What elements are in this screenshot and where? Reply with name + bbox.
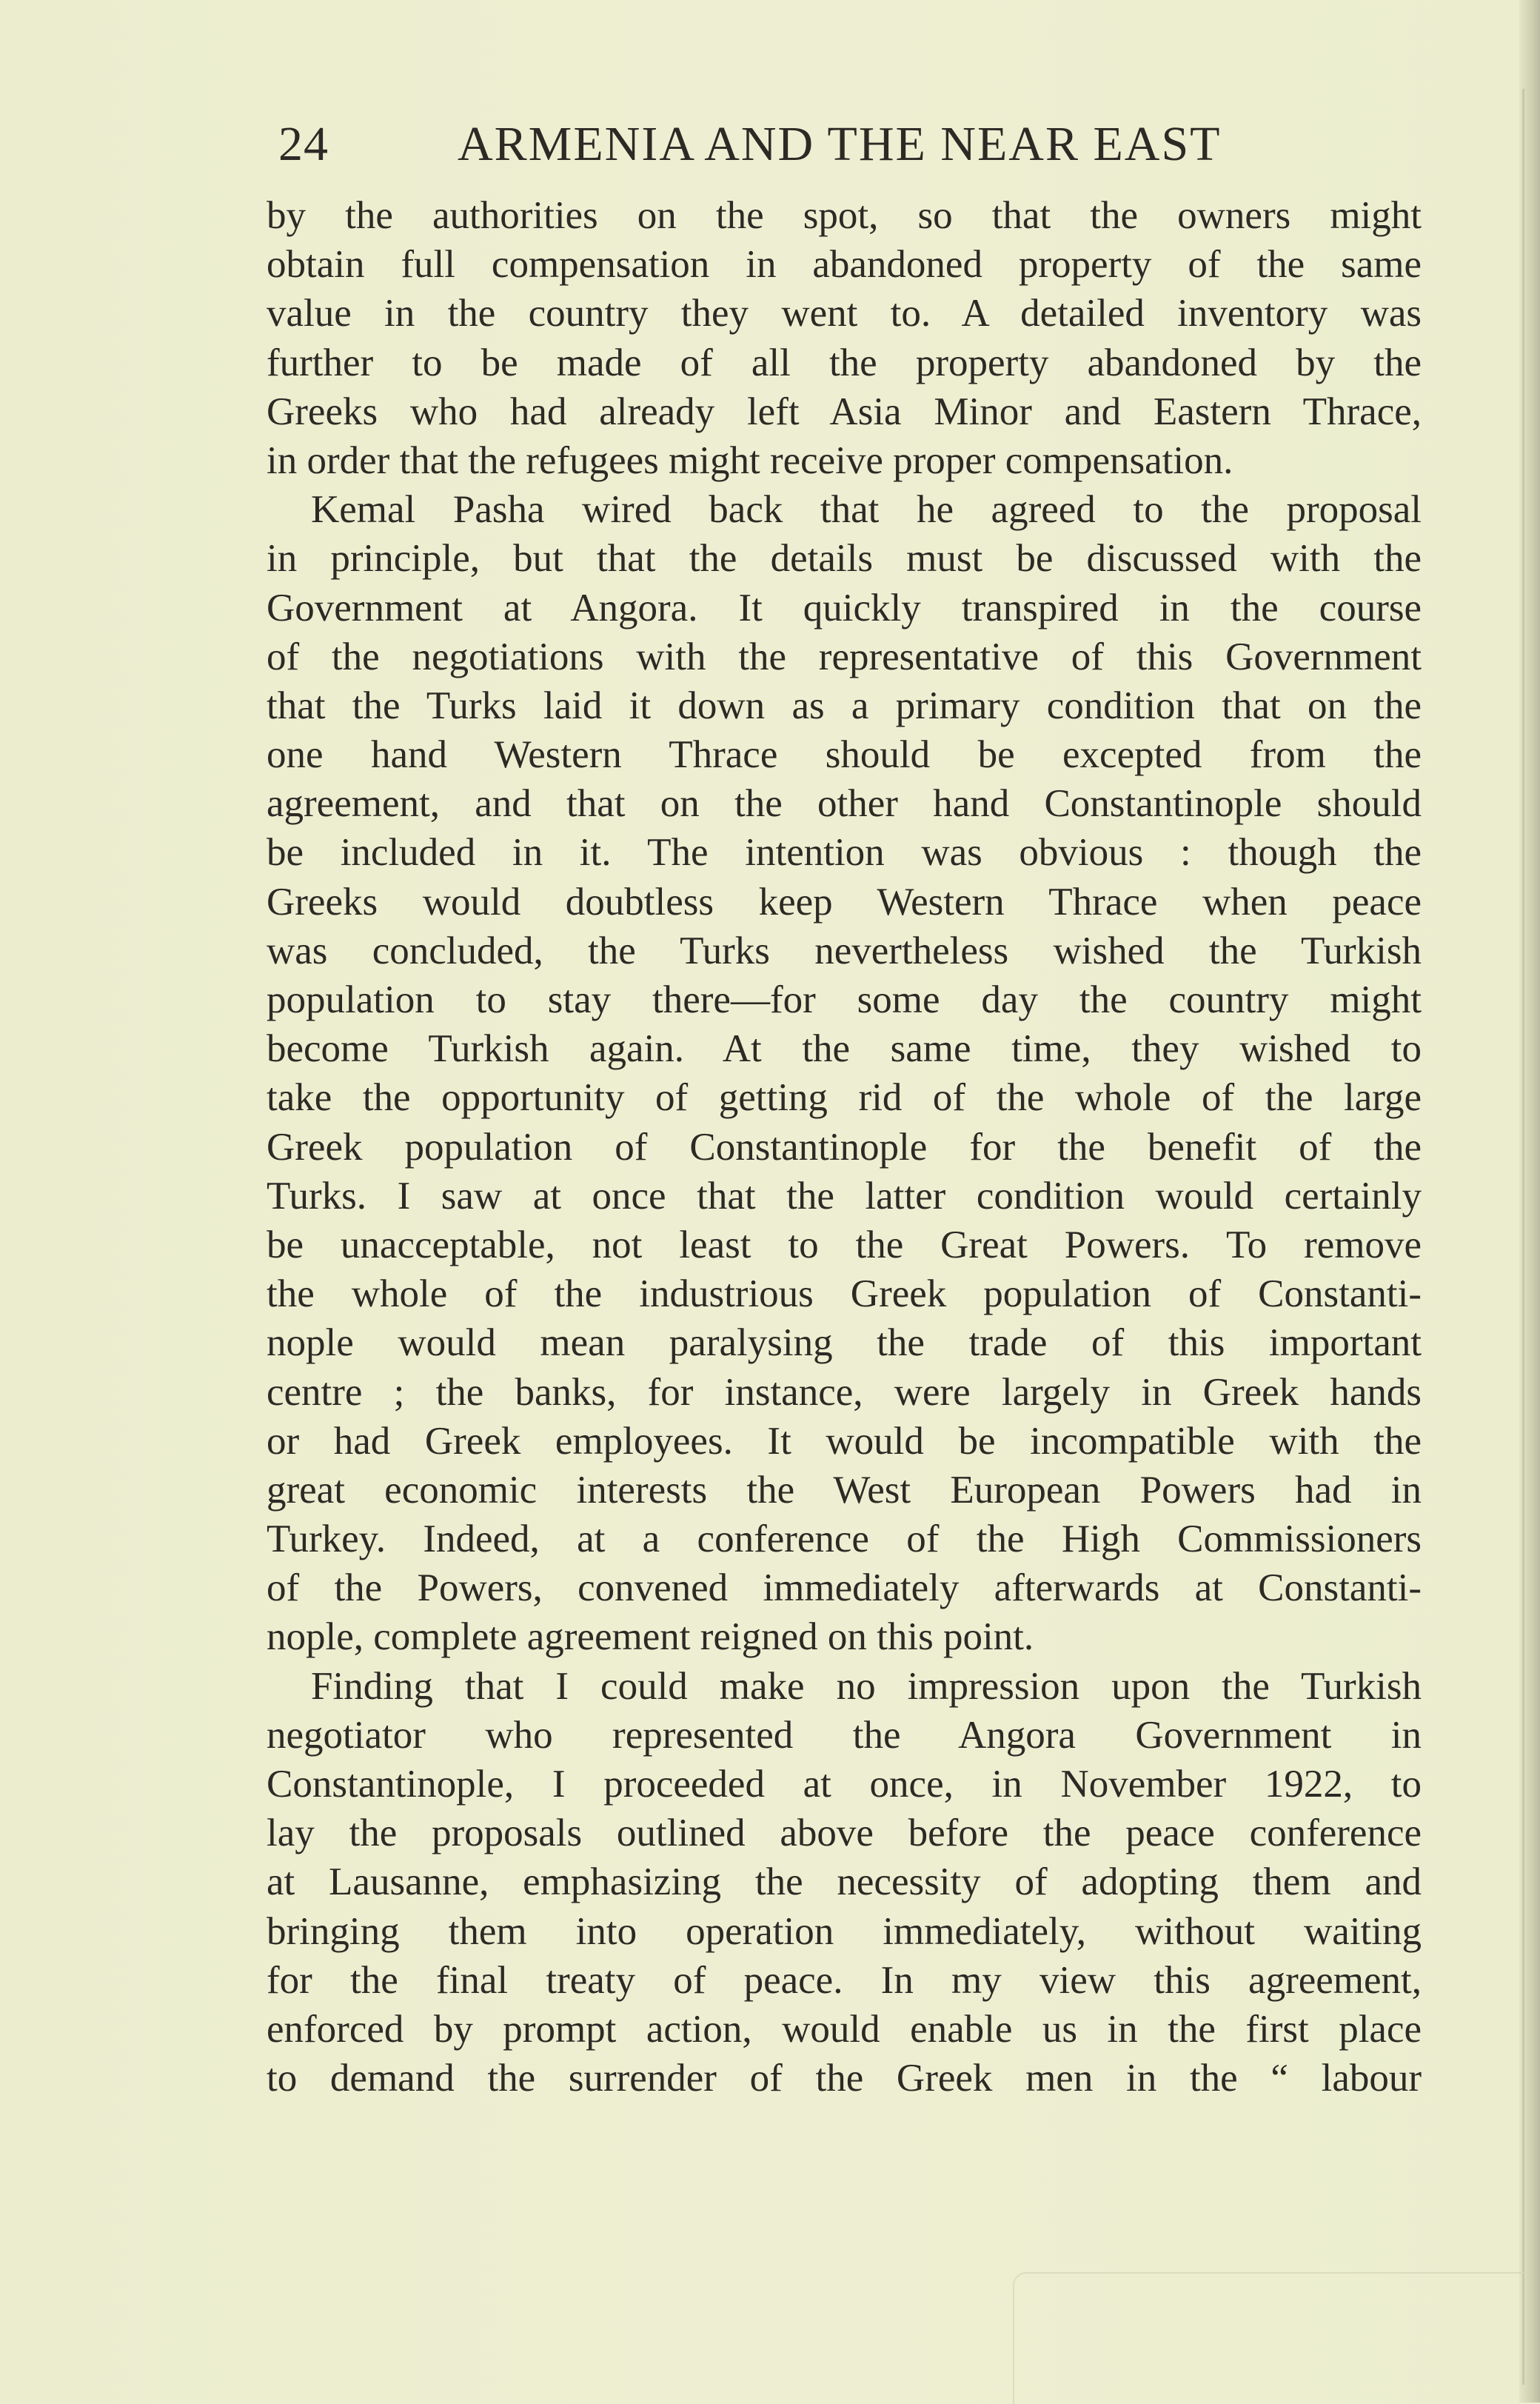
- text-line: take the opportunity of getting rid of the whole of the large: [267, 1076, 1422, 1120]
- text-line: great economic interests the West European Powers had in: [267, 1468, 1422, 1512]
- text-line: to demand the surrender of the Greek men in the “ labour: [267, 2057, 1422, 2100]
- text-line: Kemal Pasha wired back that he agreed to the proposal: [311, 488, 1422, 532]
- text-line: be included in it. The intention was obvious : though the: [267, 831, 1422, 875]
- text-line: in principle, but that the details must be discussed with the: [267, 537, 1422, 581]
- text-line: was concluded, the Turks nevertheless wished the Turkish: [267, 929, 1422, 972]
- text-line: Government at Angora. It quickly transpired in the course: [267, 586, 1422, 630]
- text-line: lay the proposals outlined above before the peace conference: [267, 1812, 1422, 1855]
- text-line: Constantinople, I proceeded at once, in November 1922, to: [267, 1763, 1422, 1806]
- page-number: 24: [278, 117, 329, 171]
- text-line: Greeks would doubtless keep Western Thrace when peace: [267, 880, 1422, 924]
- text-line: for the final treaty of peace. In my view this agreement,: [267, 1958, 1422, 2002]
- text-line: centre ; the banks, for instance, were largely in Greek hands: [267, 1370, 1422, 1414]
- text-line: Greeks who had already left Asia Minor and Eastern Thrace,: [267, 390, 1422, 433]
- page-edge-line: [1522, 89, 1524, 2385]
- text-line: agreement, and that on the other hand Constantinople should: [267, 782, 1422, 826]
- text-line: Greek population of Constantinople for the benefit of the: [267, 1125, 1422, 1169]
- text-line: bringing them into operation immediately, without waiting: [267, 1909, 1422, 1953]
- text-line: obtain full compensation in abandoned property of the same: [267, 243, 1422, 287]
- body-text: [267, 191, 1422, 2103]
- text-line: negotiator who represented the Angora Government in: [267, 1713, 1422, 1757]
- text-line: or had Greek employees. It would be incompatible with the: [267, 1419, 1422, 1463]
- text-line: nople, complete agreement reigned on this point.: [267, 1615, 1034, 1659]
- page-corner-mark: [1013, 2272, 1525, 2404]
- text-line: the whole of the industrious Greek population of Constanti-: [267, 1272, 1422, 1316]
- text-line: be unacceptable, not least to the Great Powers. To remove: [267, 1223, 1422, 1266]
- text-line: become Turkish again. At the same time, they wished to: [267, 1027, 1422, 1071]
- page-header: [278, 111, 1285, 178]
- text-line: enforced by prompt action, would enable us in the first place: [267, 2007, 1422, 2051]
- text-line: at Lausanne, emphasizing the necessity of adopting them and: [267, 1860, 1422, 1904]
- text-line: by the authorities on the spot, so that the owners might: [267, 194, 1422, 237]
- text-line: value in the country they went to. A detailed inventory was: [267, 292, 1422, 335]
- running-head: ARMENIA AND THE NEAR EAST: [458, 117, 1222, 171]
- text-line: Turkey. Indeed, at a conference of the High Commissioners: [267, 1517, 1422, 1561]
- text-line: further to be made of all the property abandoned by the: [267, 341, 1422, 384]
- text-line: of the negotiations with the representative of this Government: [267, 635, 1422, 678]
- text-line: Finding that I could make no impression upon the Turkish: [311, 1664, 1422, 1708]
- text-line: of the Powers, convened immediately afterwards at Constanti-: [267, 1566, 1422, 1610]
- text-line: in order that the refugees might receive proper compensation.: [267, 438, 1233, 482]
- text-line: that the Turks laid it down as a primary condition that on the: [267, 684, 1422, 727]
- text-line: one hand Western Thrace should be excepted from the: [267, 733, 1422, 777]
- text-line: nople would mean paralysing the trade of this important: [267, 1321, 1422, 1365]
- text-line: Turks. I saw at once that the latter condition would certainly: [267, 1174, 1422, 1218]
- text-line: population to stay there—for some day the country might: [267, 978, 1422, 1021]
